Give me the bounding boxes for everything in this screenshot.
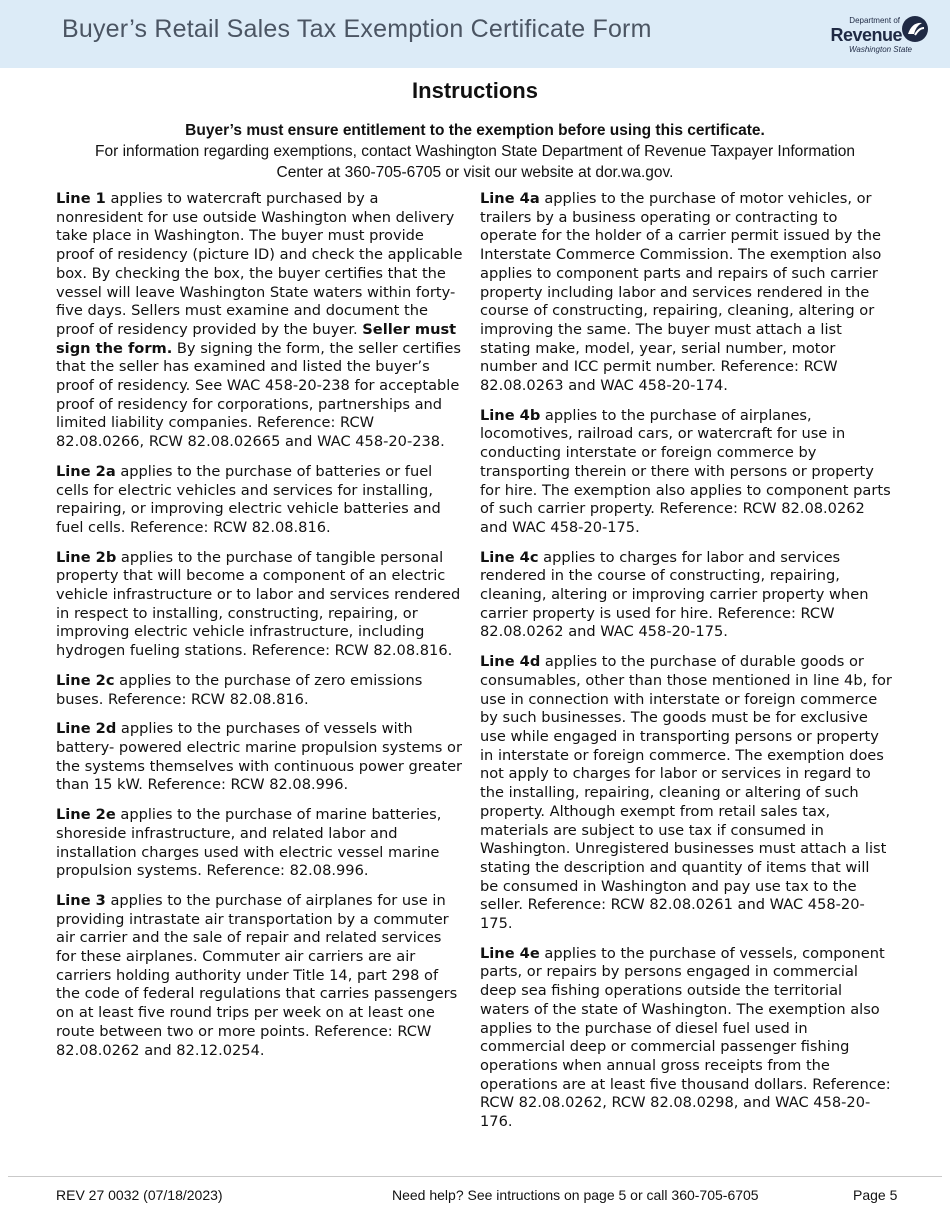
line-label: Line 2e <box>56 806 116 824</box>
form-title: Buyer’s Retail Sales Tax Exemption Certificate Form <box>62 15 652 43</box>
intro-block <box>90 120 860 183</box>
instruction-line-4e <box>480 945 892 1132</box>
line-text: applies to the purchase of vessels, component parts, or repairs by persons engaged in commercial deep sea fishing operations outside the territorial waters of the state of Washington. The exemption also applies to the purchase of diesel fuel used in commercial deep or commercial passenger fishing operations when annual gross receipts from the operations are at least five thousand dollars. Reference: RCW 82.08.0262, RCW 82.08.0298, and WAC 458-20-176. <box>480 944 891 1131</box>
line-label: Line 3 <box>56 891 106 909</box>
instruction-line-2b <box>56 549 464 661</box>
intro-info: For information regarding exemptions, contact Washington State Department of Revenue Taxpayer Information Center at 360-705-6705 or visit our website at dor.wa.gov. <box>95 143 855 181</box>
page-heading: Instructions <box>412 78 538 103</box>
line-text: applies to the purchase of zero emissions buses. Reference: RCW 82.08.816. <box>56 671 423 708</box>
line-label: Line 2a <box>56 462 116 480</box>
line-text: applies to the purchase of motor vehicles, or trailers by a business operating or contracting to operate for the holder of a carrier permit issued by the Interstate Commerce Commission. The exemption also applies to component parts and repairs of such carrier property including labor and services rendered in the course of constructing, repairing, cleaning, altering or improving the same. The buyer must attach a list stating make, model, year, serial number, motor number and ICC permit number. Reference: RCW 82.08.0263 and WAC 458-20-174. <box>480 190 882 395</box>
footer-form-id: REV 27 0032 (07/18/2023) <box>56 1187 223 1203</box>
line-label: Line 2d <box>56 720 117 738</box>
instruction-line-2c <box>56 672 464 709</box>
line-text: applies to the purchase of airplanes, locomotives, railroad cars, or watercraft for use in conducting interstate or foreign commerce by transporting therein or there with persons or property for hire. The exemption also applies to component parts of such carrier property. Reference: RCW 82.08.0262 and WAC 458-20-175. <box>480 406 891 536</box>
instruction-line-4a <box>480 190 892 396</box>
logo-revenue-text: Revenue <box>830 25 902 45</box>
instruction-line-2d <box>56 720 464 795</box>
intro-warning: Buyer’s must ensure entitlement to the exemption before using this certificate. <box>185 122 765 139</box>
line-text: applies to watercraft purchased by a nonresident for use outside Washington when delivery take place in Washington. The buyer must provide proof of residency (picture ID) and check the applicable box. By checking the box, the buyer certifies that the vessel will leave Washington State waters within forty-five days. Sellers must examine and document the proof of residency provided by the buyer. <box>56 190 463 338</box>
line-text-continued: By signing the form, the seller certifies that the seller has examined and listed the buyer’s proof of residency. See WAC 458-20-238 for acceptable proof of residency for corporations, partnerships and limited liability companies. Reference: RCW 82.08.0266, RCW 82.08.02665 and WAC 458-20-238. <box>56 339 461 451</box>
instruction-line-4d <box>480 653 892 934</box>
line-label: Line 4c <box>480 548 539 566</box>
instruction-line-2e <box>56 806 464 881</box>
left-column <box>56 190 464 1071</box>
line-text: applies to the purchase of batteries or fuel cells for electric vehicles and services for installing, repairing, or improving electric vehicle batteries and fuel cells. Reference: RCW 82.08.816. <box>56 462 441 536</box>
header-banner <box>0 0 950 68</box>
instruction-line-4c <box>480 549 892 643</box>
line-text: applies to the purchase of durable goods or consumables, other than those mentioned in line 4b, for use in connection with interstate or foreign commerce by such businesses. The goods must be for exclusive use while engaged in transporting persons or property in interstate or foreign commerce. The exemption does not apply to charges for labor or services in regard to the installing, repairing, cleaning or altering of such property. Although exempt from retail sales tax, materials are subject to use tax if consumed in Washington. Unregistered businesses must attach a list stating the description and quantity of items that will be consumed in Washington and pay use tax to the seller. Reference: RCW 82.08.0261 and WAC 458-20-175. <box>480 653 892 933</box>
line-label: Line 4b <box>480 406 541 424</box>
logo-mark-icon <box>900 14 930 44</box>
line-label: Line 4a <box>480 190 540 207</box>
line-label: Line 4d <box>480 653 541 671</box>
logo-department-text: Department of <box>849 16 900 25</box>
footer-page-number: Page 5 <box>853 1187 898 1203</box>
right-column <box>480 190 892 1143</box>
seller-sign-note: Seller must sign the form. <box>56 320 457 357</box>
instruction-line-2a <box>56 463 464 538</box>
footer-help: Need help? See intructions on page 5 or call 360-705-6705 <box>392 1187 759 1203</box>
footer-divider <box>8 1176 942 1177</box>
line-text: applies to the purchases of vessels with battery- powered electric marine propulsion systems or the systems themselves with continuous power greater than 15 kW. Reference: RCW 82.08.996. <box>56 720 463 794</box>
line-text: applies to charges for labor and services rendered in the course of constructing, repairing, cleaning, altering or improving carrier property when carrier property is used for hire. Reference: RCW 82.08.0262 and WAC 458-20-175. <box>480 548 869 641</box>
line-text: applies to the purchase of tangible personal property that will become a component of an electric vehicle infrastructure or to labor and services rendered in respect to installing, constructing, repairing, or improving electric vehicle infrastructure, including hydrogen fueling stations. Reference: RCW 82.08.816. <box>56 548 461 660</box>
line-label: Line 1 <box>56 190 106 207</box>
instruction-line-3 <box>56 892 464 1060</box>
line-label: Line 2c <box>56 671 115 689</box>
line-text: applies to the purchase of marine batteries, shoreside infrastructure, and related labor and installation charges used with electric vessel marine propulsion systems. Reference: 82.08.996. <box>56 806 442 880</box>
revenue-logo <box>820 14 930 58</box>
instruction-line-1 <box>56 190 464 452</box>
logo-state-text: Washington State <box>848 45 912 54</box>
instruction-line-4b <box>480 407 892 538</box>
line-label: Line 4e <box>480 944 540 962</box>
line-label: Line 2b <box>56 548 117 566</box>
line-text: applies to the purchase of airplanes for use in providing intrastate air transportation by a commuter air carrier and the sale of repair and related services for these airplanes. Commuter air carriers are air carriers holding authority under Title 14, part 298 of the code of federal regulations that carries passengers on at least five round trips per week on at least one route between two or more points. Reference: RCW 82.08.0262 and 82.12.0254. <box>56 891 458 1059</box>
